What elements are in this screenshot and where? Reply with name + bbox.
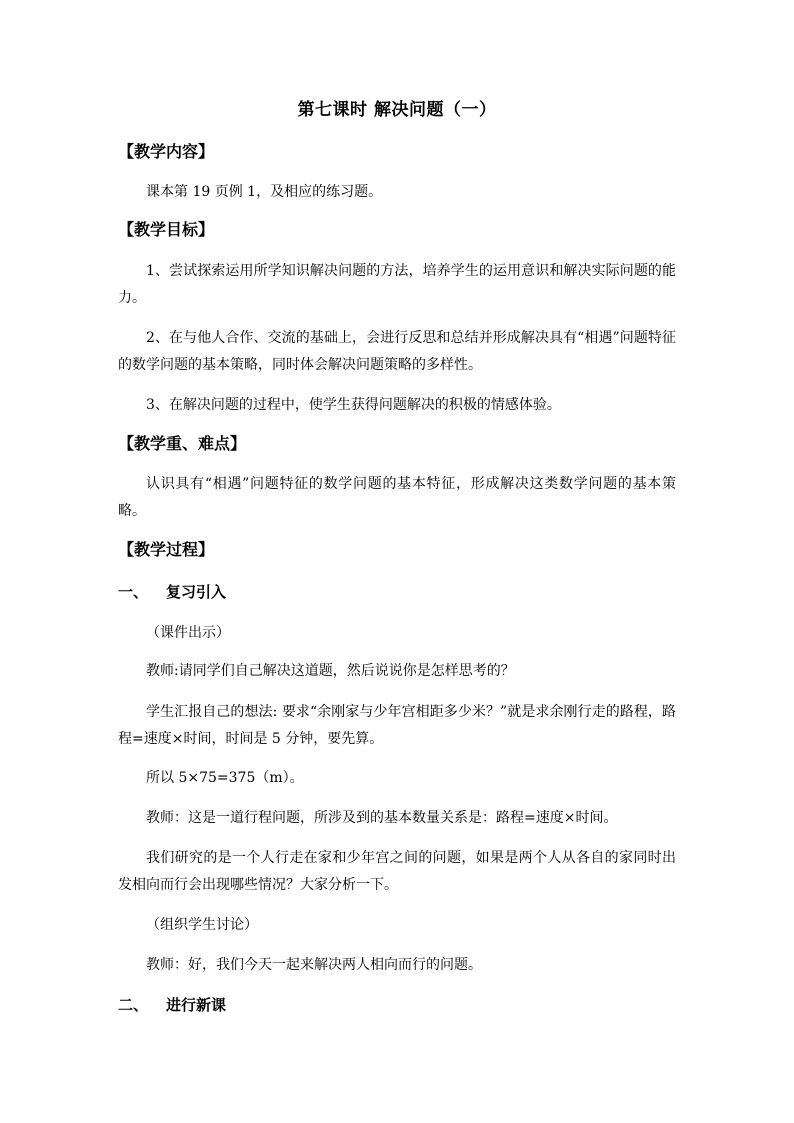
heading-focus: 【教学重、难点】 — [118, 434, 247, 453]
process-line-5: 教师：这是一道行程问题，所涉及到的基本数量关系是：路程=速度×时间。 — [146, 810, 618, 826]
process-line-3: 学生汇报自己的想法: 要求“余刚家与少年宫相距多少米？”就是求余刚行走的路程，路程=速度×时间，时间是 5 分钟，要先算。 — [118, 704, 676, 747]
focus-text: 认识具有“相遇”问题特征的数学问题的基本特征，形成解决这类数学问题的基本策略。 — [118, 476, 676, 519]
heading-process: 【教学过程】 — [118, 540, 215, 559]
heading-content: 【教学内容】 — [118, 142, 215, 161]
page-title: 第七课时 解决问题（一） — [297, 100, 497, 120]
section-number: 一、 — [118, 583, 149, 601]
process-line-6: 我们研究的是一个人行走在家和少年宫之间的问题，如果是两个人从各自的家同时出发相向而行会出现哪些情况？大家分析一下。 — [118, 850, 676, 893]
section-review — [118, 580, 226, 604]
process-line-2: 教师:请同学们自己解决这道题，然后说说你是怎样思考的？ — [146, 663, 515, 679]
heading-goals: 【教学目标】 — [118, 220, 215, 239]
section-title: 复习引入 — [166, 583, 227, 601]
goal-item-1: 1、尝试探索运用所学知识解决问题的方法，培养学生的运用意识和解决实际问题的能力。 — [118, 263, 676, 306]
process-line-8: 教师：好，我们今天一起来解决两人相向而行的问题。 — [146, 957, 482, 973]
goal-item-2: 2、在与他人合作、交流的基础上，会进行反思和总结并形成解决具有“相遇”问题特征的数学问题的基本策略，同时体会解决问题策略的多样性。 — [118, 330, 676, 373]
section-new-lesson — [118, 993, 226, 1017]
goal-item-3: 3、在解决问题的过程中，使学生获得问题解决的积极的情感体验。 — [146, 397, 561, 413]
process-line-7: （组织学生讨论） — [146, 917, 258, 933]
process-line-1: （课件出示） — [146, 625, 230, 641]
section-title: 进行新课 — [166, 996, 227, 1014]
process-line-4: 所以 5×75=375（m）。 — [146, 770, 304, 786]
content-text: 课本第 19 页例 1，及相应的练习题。 — [146, 184, 383, 200]
section-number: 二、 — [118, 996, 149, 1014]
